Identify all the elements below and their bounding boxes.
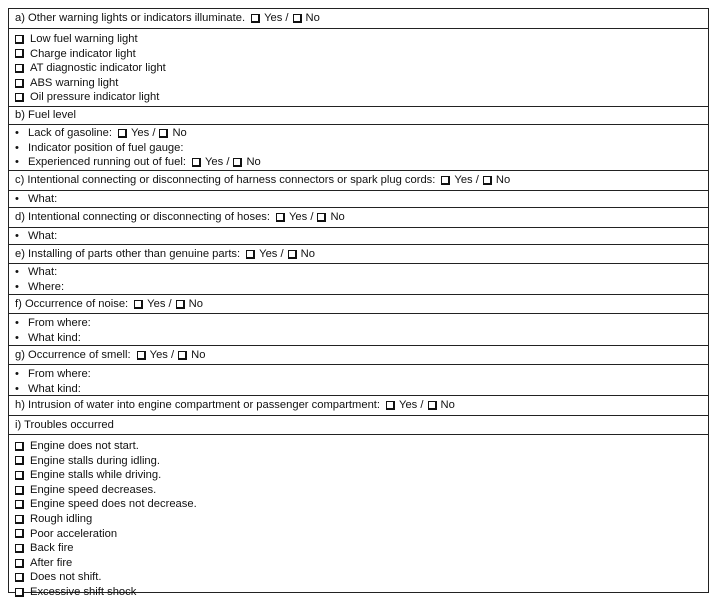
section-c-yes-checkbox[interactable] bbox=[441, 176, 450, 185]
section-g-title: g) Occurrence of smell: bbox=[15, 349, 131, 361]
list-item-label: Rough idling bbox=[30, 512, 93, 525]
section-g-body bbox=[9, 365, 708, 396]
section-f-no-checkbox[interactable] bbox=[176, 300, 185, 309]
section-e-title: e) Installing of parts other than genuine parts: bbox=[15, 248, 241, 260]
list-item-label: Excessive shift shock bbox=[30, 585, 137, 598]
list-item-label: Engine stalls during idling. bbox=[30, 454, 160, 467]
section-c-title: c) Intentional connecting or disconnecting of harness connectors or spark plug cords: bbox=[15, 174, 436, 186]
section-g-no-checkbox[interactable] bbox=[178, 351, 187, 360]
list-item-label: Does not shift. bbox=[30, 571, 102, 584]
section-g-yes-checkbox[interactable] bbox=[137, 351, 146, 360]
bullet-icon: • bbox=[15, 382, 19, 395]
trouble-checkbox[interactable] bbox=[15, 471, 24, 480]
section-f-title: f) Occurrence of noise: bbox=[15, 298, 129, 310]
section-g-no-label: No bbox=[191, 349, 206, 361]
abs-warning-checkbox[interactable] bbox=[15, 79, 24, 88]
section-b-body bbox=[9, 125, 708, 171]
section-a-title: a) Other warning lights or indicators illuminate. bbox=[15, 12, 246, 24]
section-e-what-label: What: bbox=[28, 266, 58, 278]
trouble-checkbox[interactable] bbox=[15, 529, 24, 538]
section-c-body bbox=[9, 191, 708, 208]
list-item bbox=[15, 61, 708, 76]
ran-out-label: Experienced running out of fuel: bbox=[28, 156, 186, 169]
section-d-title: d) Intentional connecting or disconnecting of hoses: bbox=[15, 211, 270, 223]
section-d-yes-label: Yes / bbox=[289, 211, 314, 223]
ran-out-no-checkbox[interactable] bbox=[233, 158, 242, 167]
section-i-list bbox=[9, 435, 708, 598]
list-item bbox=[15, 585, 708, 600]
low-fuel-checkbox[interactable] bbox=[15, 35, 24, 44]
section-e-yes-checkbox[interactable] bbox=[246, 250, 255, 259]
section-f-from-where-label: From where: bbox=[28, 317, 91, 329]
list-item bbox=[15, 497, 708, 512]
section-f-yes-checkbox[interactable] bbox=[134, 300, 143, 309]
list-item bbox=[15, 541, 708, 556]
trouble-checkbox[interactable] bbox=[15, 486, 24, 495]
list-item bbox=[15, 556, 708, 571]
bullet-icon: • bbox=[15, 193, 19, 205]
section-e-where-label: Where: bbox=[28, 280, 65, 293]
section-c-yes-label: Yes / bbox=[454, 174, 479, 186]
list-item-label: AT diagnostic indicator light bbox=[30, 62, 166, 75]
section-a-list bbox=[9, 29, 708, 107]
list-item bbox=[15, 32, 708, 47]
list-item-label: After fire bbox=[30, 556, 73, 569]
section-d-no-checkbox[interactable] bbox=[317, 213, 326, 222]
trouble-checkbox[interactable] bbox=[15, 588, 24, 597]
at-diagnostic-checkbox[interactable] bbox=[15, 64, 24, 73]
section-h-yes-checkbox[interactable] bbox=[386, 401, 395, 410]
section-h-title: h) Intrusion of water into engine compartment or passenger compartment: bbox=[15, 399, 381, 411]
gasoline-no-checkbox[interactable] bbox=[159, 129, 168, 138]
section-b-header bbox=[9, 107, 708, 125]
section-a-yes-checkbox[interactable] bbox=[251, 14, 260, 23]
list-item-label: Engine speed does not decrease. bbox=[30, 498, 197, 511]
section-f-yes-label: Yes / bbox=[147, 298, 172, 310]
section-c-no-checkbox[interactable] bbox=[483, 176, 492, 185]
section-c-no-label: No bbox=[495, 174, 511, 186]
fuel-gauge-label: Indicator position of fuel gauge: bbox=[28, 141, 184, 154]
list-item-label: Back fire bbox=[30, 542, 74, 555]
list-item-label: ABS warning light bbox=[30, 76, 119, 89]
list-item bbox=[15, 76, 708, 91]
trouble-checkbox[interactable] bbox=[15, 456, 24, 465]
gasoline-yes-label: Yes / bbox=[130, 127, 156, 139]
section-c-what-label: What: bbox=[28, 193, 58, 205]
list-item bbox=[15, 90, 708, 105]
section-a-no-label: No bbox=[305, 12, 320, 24]
gasoline-yes-checkbox[interactable] bbox=[118, 129, 127, 138]
trouble-checkbox[interactable] bbox=[15, 515, 24, 524]
ran-out-yes-label: Yes / bbox=[204, 156, 230, 169]
section-a-header bbox=[9, 9, 708, 29]
section-d-what-label: What: bbox=[28, 230, 58, 242]
section-h-no-label: No bbox=[440, 399, 455, 411]
section-d-no-label: No bbox=[330, 211, 345, 223]
list-item-label: Charge indicator light bbox=[30, 47, 136, 60]
section-h-no-checkbox[interactable] bbox=[428, 401, 437, 410]
list-item-label: Engine does not start. bbox=[30, 440, 139, 452]
section-h-header bbox=[9, 396, 708, 416]
list-item bbox=[15, 512, 708, 527]
section-e-yes-label: Yes / bbox=[259, 248, 284, 260]
section-i-header bbox=[9, 416, 708, 435]
lack-of-gasoline-label: Lack of gasoline: bbox=[28, 127, 112, 139]
bullet-icon: • bbox=[15, 317, 19, 329]
section-d-yes-checkbox[interactable] bbox=[276, 213, 285, 222]
list-item bbox=[15, 468, 708, 483]
list-item bbox=[15, 454, 708, 469]
list-item bbox=[15, 483, 708, 498]
bullet-icon: • bbox=[15, 141, 19, 154]
section-h-yes-label: Yes / bbox=[399, 399, 424, 411]
section-i-title: i) Troubles occurred bbox=[15, 419, 114, 431]
section-a-yes-label: Yes / bbox=[264, 12, 289, 24]
charge-indicator-checkbox[interactable] bbox=[15, 49, 24, 58]
section-f-what-kind-label: What kind: bbox=[28, 331, 81, 344]
section-f-header bbox=[9, 295, 708, 314]
bullet-icon: • bbox=[15, 230, 19, 242]
trouble-checkbox[interactable] bbox=[15, 442, 24, 451]
ran-out-yes-checkbox[interactable] bbox=[192, 158, 201, 167]
section-g-what-kind-label: What kind: bbox=[28, 382, 81, 395]
section-c-header bbox=[9, 171, 708, 191]
list-item bbox=[15, 439, 708, 454]
list-item-label: Engine stalls while driving. bbox=[30, 469, 162, 482]
list-item-label: Oil pressure indicator light bbox=[30, 91, 160, 104]
section-g-from-where-label: From where: bbox=[28, 368, 91, 380]
section-a-no-checkbox[interactable] bbox=[293, 14, 302, 23]
section-e-header bbox=[9, 245, 708, 264]
list-item bbox=[15, 570, 708, 585]
bullet-icon: • bbox=[15, 156, 19, 169]
section-d-header bbox=[9, 208, 708, 228]
trouble-checkbox[interactable] bbox=[15, 500, 24, 509]
bullet-icon: • bbox=[15, 280, 19, 293]
section-e-no-checkbox[interactable] bbox=[288, 250, 297, 259]
trouble-checkbox[interactable] bbox=[15, 544, 24, 553]
gasoline-no-label: No bbox=[172, 127, 187, 139]
trouble-checkbox[interactable] bbox=[15, 559, 24, 568]
questionnaire-form bbox=[8, 8, 709, 598]
list-item bbox=[15, 47, 708, 62]
section-g-header bbox=[9, 346, 708, 365]
list-item bbox=[15, 527, 708, 542]
bullet-icon: • bbox=[15, 127, 19, 139]
list-item-label: Low fuel warning light bbox=[30, 33, 138, 45]
section-e-no-label: No bbox=[300, 248, 315, 260]
list-item-label: Engine speed decreases. bbox=[30, 483, 157, 496]
bullet-icon: • bbox=[15, 331, 19, 344]
trouble-checkbox[interactable] bbox=[15, 573, 24, 582]
section-b-title: b) Fuel level bbox=[15, 109, 76, 121]
section-d-body bbox=[9, 228, 708, 245]
ran-out-no-label: No bbox=[246, 156, 261, 169]
section-f-no-label: No bbox=[188, 298, 203, 310]
list-item-label: Poor acceleration bbox=[30, 527, 118, 540]
section-g-yes-label: Yes / bbox=[149, 349, 175, 361]
section-e-body bbox=[9, 264, 708, 295]
section-f-body bbox=[9, 314, 708, 346]
bullet-icon: • bbox=[15, 266, 19, 278]
oil-pressure-checkbox[interactable] bbox=[15, 93, 24, 102]
bullet-icon: • bbox=[15, 368, 19, 380]
